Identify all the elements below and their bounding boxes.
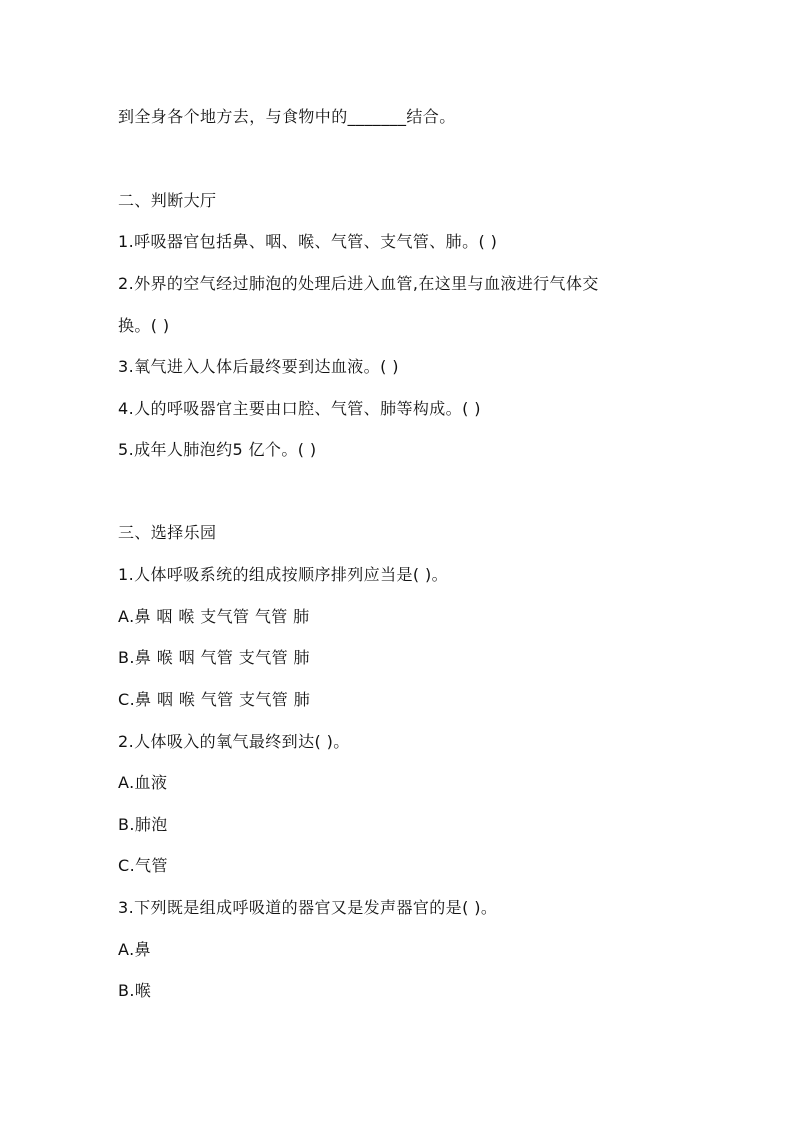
choice-q2-option-c: C.气管 xyxy=(118,856,168,875)
judgment-item-2: 2.外界的空气经过肺泡的处理后进入血管,在这里与血液进行气体交 xyxy=(118,274,599,293)
judgment-item-5: 5.成年人肺泡约5 亿个。( ) xyxy=(118,440,317,459)
section-heading-judgment: 二、判断大厅 xyxy=(118,191,217,210)
choice-q3-stem: 3.下列既是组成呼吸道的器官又是发声器官的是( )。 xyxy=(118,898,498,917)
judgment-item-2-continued: 换。( ) xyxy=(118,316,170,335)
judgment-item-3: 3.氧气进入人体后最终要到达血液。( ) xyxy=(118,357,399,376)
choice-q3-option-b: B.喉 xyxy=(118,981,152,1000)
choice-q2-stem: 2.人体吸入的氧气最终到达( )。 xyxy=(118,732,350,751)
choice-q1-option-b: B.鼻 喉 咽 气管 支气管 肺 xyxy=(118,648,310,667)
choice-q2-option-b: B.肺泡 xyxy=(118,815,168,834)
choice-q2-option-a: A.血液 xyxy=(118,773,168,792)
choice-q1-option-a: A.鼻 咽 喉 支气管 气管 肺 xyxy=(118,607,310,626)
continuation-line: 到全身各个地方去，与食物中的_______结合。 xyxy=(118,107,456,126)
choice-q1-stem: 1.人体呼吸系统的组成按顺序排列应当是( )。 xyxy=(118,565,449,584)
judgment-item-4: 4.人的呼吸器官主要由口腔、气管、肺等构成。( ) xyxy=(118,399,481,418)
judgment-item-1: 1.呼吸器官包括鼻、咽、喉、气管、支气管、肺。( ) xyxy=(118,232,498,251)
choice-q1-option-c: C.鼻 咽 喉 气管 支气管 肺 xyxy=(118,690,311,709)
section-heading-choice: 三、选择乐园 xyxy=(118,523,217,542)
choice-q3-option-a: A.鼻 xyxy=(118,940,151,959)
